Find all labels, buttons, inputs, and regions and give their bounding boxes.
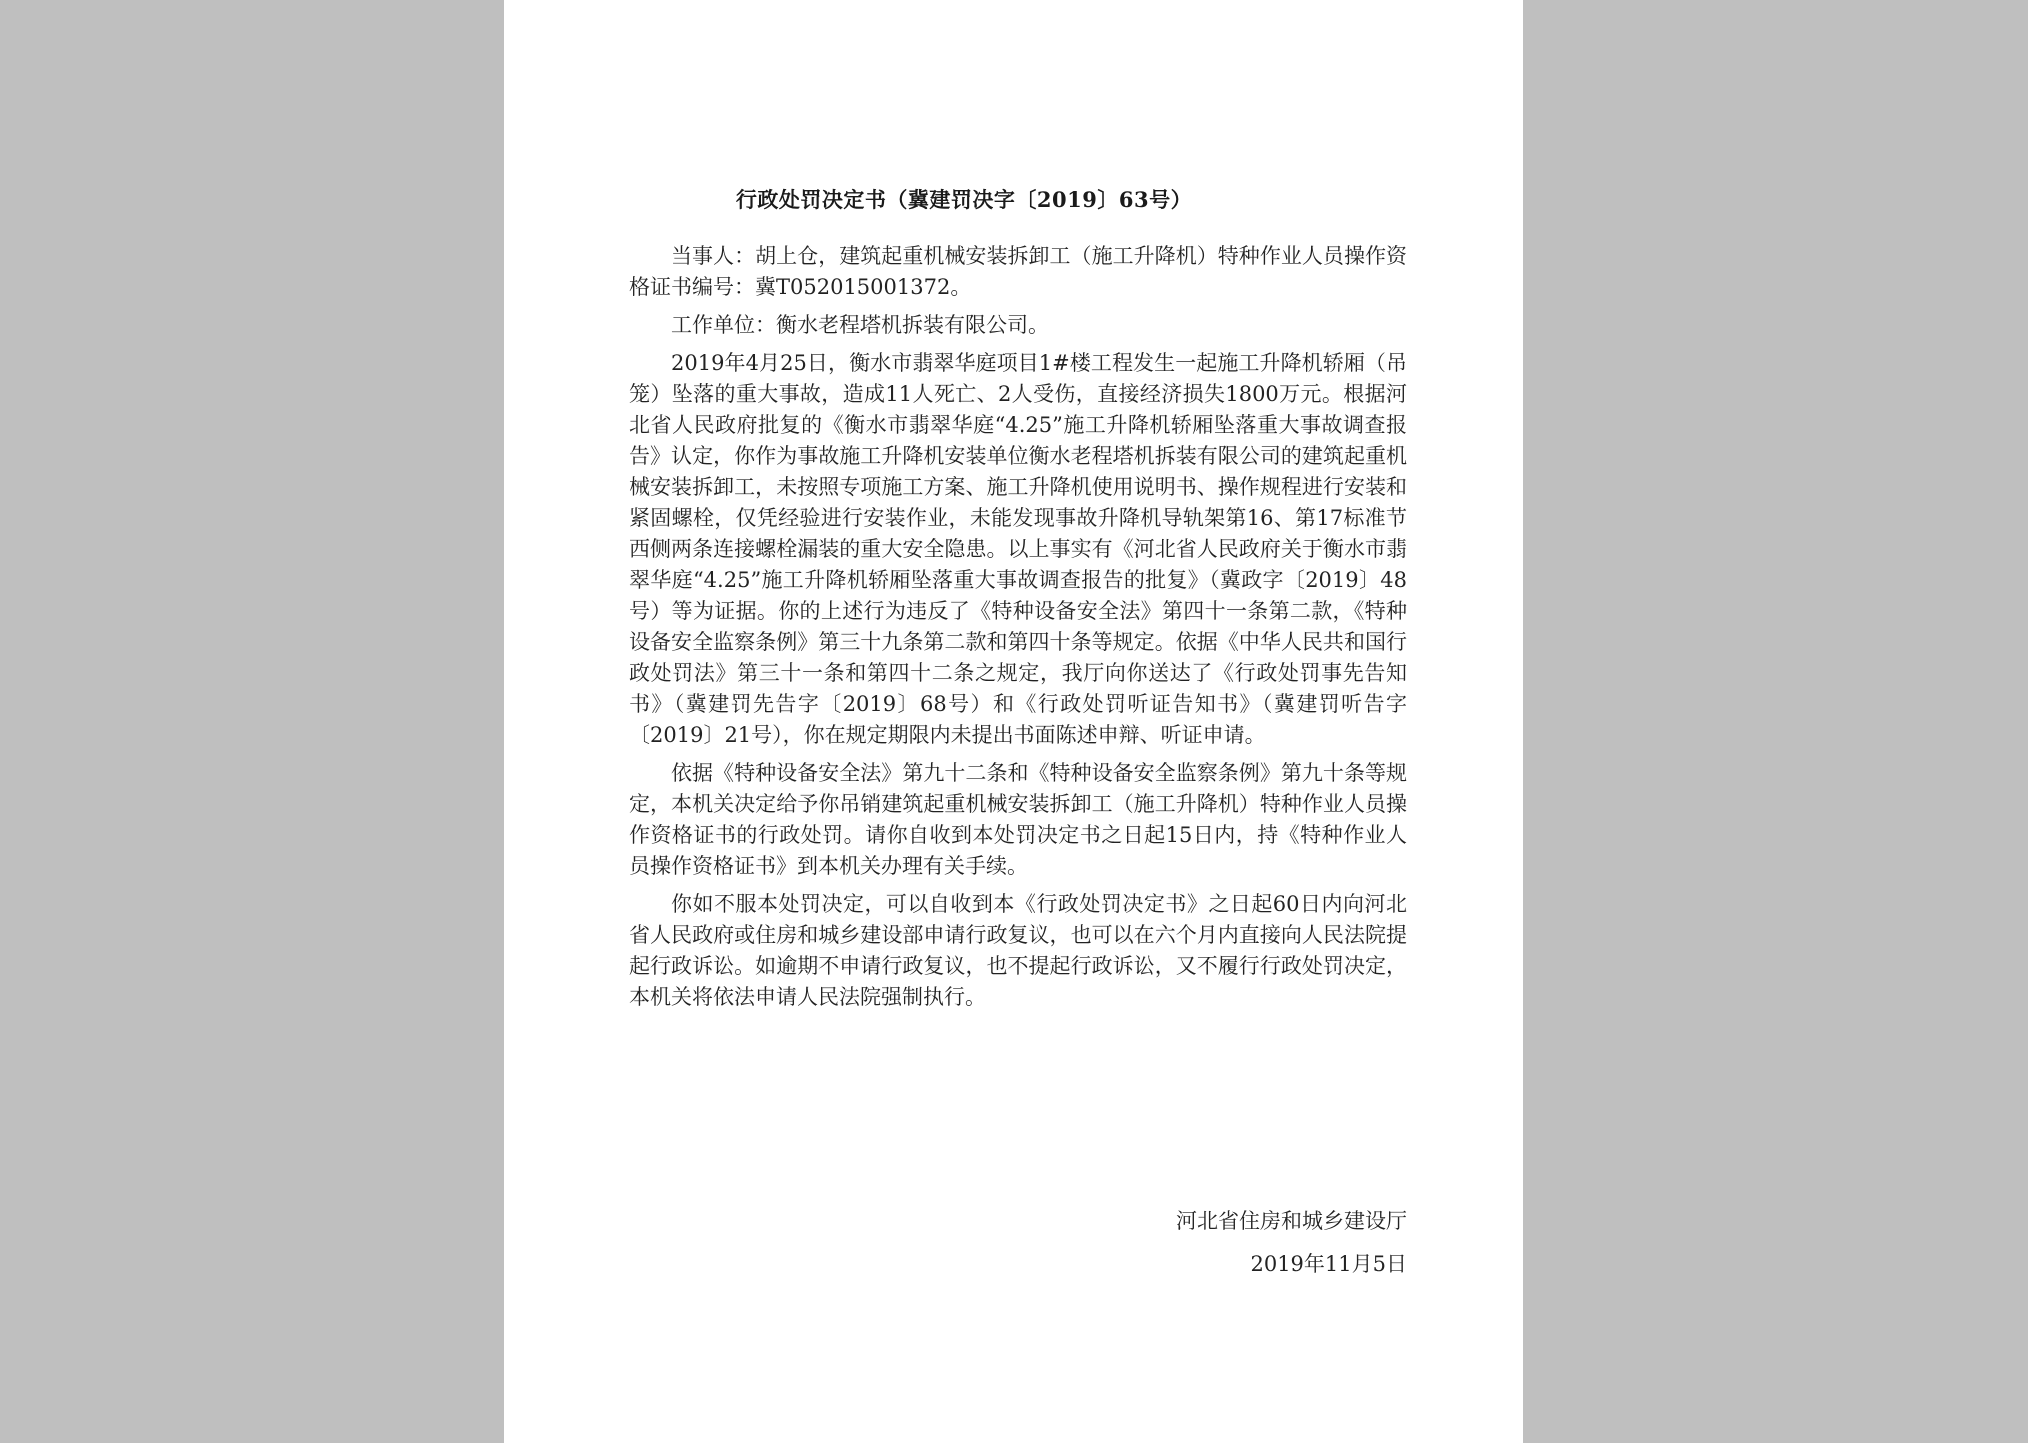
decision-paragraph: 依据《特种设备安全法》第九十二条和《特种设备安全监察条例》第九十条等规定，本机关决定给予你吊销建筑起重机械安装拆卸工（施工升降机）特种作业人员操作资格证书的行政处罚。请你自收到本处罚决定书之日起15日内，持《特种作业人员操作资格证书》到本机关办理有关手续。 (629, 761, 1407, 878)
party-paragraph: 当事人：胡上仓，建筑起重机械安装拆卸工（施工升降机）特种作业人员操作资格证书编号：冀T052015001372。 (629, 244, 1407, 299)
signature-block (1176, 1200, 1407, 1286)
issuing-organization: 河北省住房和城乡建设厅 (1176, 1209, 1407, 1233)
issue-date: 2019年11月5日 (1250, 1252, 1407, 1276)
work-unit-paragraph: 工作单位：衡水老程塔机拆装有限公司。 (671, 313, 1049, 337)
appeal-paragraph: 你如不服本处罚决定，可以自收到本《行政处罚决定书》之日起60日内向河北省人民政府或住房和城乡建设部申请行政复议，也可以在六个月内直接向人民法院提起行政诉讼。如逾期不申请行政复议，也不提起行政诉讼，又不履行行政处罚决定，本机关将依法申请人民法院强制执行。 (629, 892, 1407, 1009)
document-page (504, 0, 1523, 1443)
document-body (629, 241, 1407, 1020)
facts-paragraph: 2019年4月25日，衡水市翡翠华庭项目1#楼工程发生一起施工升降机轿厢（吊笼）坠落的重大事故，造成11人死亡、2人受伤，直接经济损失1800万元。根据河北省人民政府批复的《衡水市翡翠华庭“4.25”施工升降机轿厢坠落重大事故调查报告》认定，你作为事故施工升降机安装单位衡水老程塔机拆装有限公司的建筑起重机械安装拆卸工，未按照专项施工方案、施工升降机使用说明书、操作规程进行安装和紧固螺栓，仅凭经验进行安装作业，未能发现事故升降机导轨架第16、第17标准节西侧两条连接螺栓漏装的重大安全隐患。以上事实有《河北省人民政府关于衡水市翡翠华庭“4.25”施工升降机轿厢坠落重大事故调查报告的批复》（冀政字〔2019〕48号）等为证据。你的上述行为违反了《特种设备安全法》第四十一条第二款，《特种设备安全监察条例》第三十九条第二款和第四十条等规定。依据《中华人民共和国行政处罚法》第三十一条和第四十二条之规定，我厅向你送达了《行政处罚事先告知书》（冀建罚先告字〔2019〕68号）和《行政处罚听证告知书》（冀建罚听告字〔2019〕21号），你在规定期限内未提出书面陈述申辩、听证申请。 (629, 351, 1407, 747)
document-title: 行政处罚决定书（冀建罚决字〔2019〕63号） (735, 187, 1193, 212)
